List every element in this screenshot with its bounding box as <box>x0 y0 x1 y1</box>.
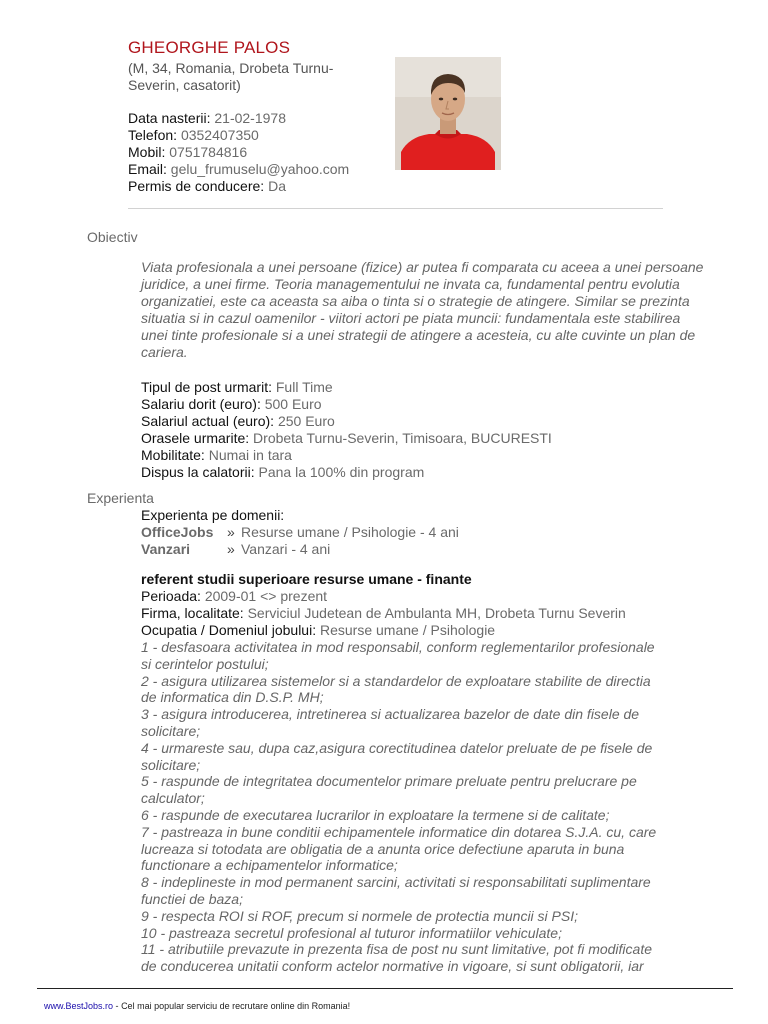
job-field-label: Ocupatia / Domeniul jobului: <box>141 622 317 638</box>
objective-text: Viata profesionala a unei persoane (fizice) ar putea fi comparata cu aceea a unei persoane juridice, a unei firme. Teoria managementului ne invata ca, fundamental pentru evolutia organizatiei, este ca aceasta sa aiba o tinta si o strategie de atingere. Similar se prezinta situatia si in cazul oamenilor - viitori actori pe piata muncii: fundamentala este stabilirea unei tinte profesionale si a unei strategii de atingere a acesteia, cu alte cuvinte un plan de cariera. <box>141 259 704 360</box>
footer-separator: - <box>115 1001 119 1011</box>
preference-value: Pana la 100% din program <box>258 464 425 480</box>
preference-value: Full Time <box>275 379 333 395</box>
detail-value: gelu_frumuselu@yahoo.com <box>170 161 350 177</box>
domain-arrow: » <box>227 541 235 557</box>
preference-row <box>141 447 552 464</box>
preference-value: 500 Euro <box>264 396 322 412</box>
job-field-label: Firma, localitate: <box>141 605 244 621</box>
duty-line: 5 - raspunde de integritatea documentelor primare preluate pentru prelucrare pe <box>141 773 637 790</box>
duty-line: de informatica din D.S.P. MH; <box>141 689 324 706</box>
detail-value: 21-02-1978 <box>214 110 286 126</box>
preference-label: Salariul actual (euro): <box>141 413 275 429</box>
job-field-company <box>141 605 721 622</box>
preference-label: Mobilitate: <box>141 447 205 463</box>
detail-label: Data nasterii: <box>128 110 211 126</box>
profile-photo <box>395 57 501 170</box>
job-field-period <box>141 588 721 605</box>
duty-line: 9 - respecta ROI si ROF, precum si normele de protectia muncii si PSI; <box>141 907 579 924</box>
duty-line: 3 - asigura introducerea, intretinerea si actualizarea bazelor de date din fisele de <box>141 706 640 723</box>
job-field-occupation <box>141 622 721 639</box>
preference-row <box>141 396 552 413</box>
footer-divider <box>37 988 733 989</box>
header-divider <box>128 208 663 209</box>
domain-arrow: » <box>227 524 235 540</box>
person-portrait-icon <box>395 57 501 170</box>
job-preferences <box>141 379 552 481</box>
detail-row-birthdate <box>128 110 349 127</box>
preference-label: Orasele urmarite: <box>141 430 250 446</box>
personal-details <box>128 110 349 195</box>
duty-line: functionare a echipamentelor informatice; <box>141 857 398 874</box>
section-title-objective: Obiectiv <box>87 229 138 245</box>
preference-value: 250 Euro <box>277 413 335 429</box>
job-entry <box>141 571 721 975</box>
preference-value: Numai in tara <box>208 447 292 463</box>
preference-label: Tipul de post urmarit: <box>141 379 272 395</box>
detail-row-license <box>128 178 349 195</box>
duty-line: 11 - atributiile prevazute in prezenta fisa de post nu sunt limitative, pot fi modificate <box>141 941 653 958</box>
job-field-value: Serviciul Judetean de Ambulanta MH, Drobeta Turnu Severin <box>247 605 626 621</box>
duty-line: 1 - desfasoara activitatea in mod responsabil, conform reglementarilor profesionale <box>141 639 655 655</box>
job-field-value: Resurse umane / Psihologie <box>320 622 496 638</box>
detail-value: 0751784816 <box>169 144 248 160</box>
duty-line: 2 - asigura utilizarea sistemelor si a standardelor de exploatare stabilite de directia <box>141 672 651 689</box>
duty-line: calculator; <box>141 790 205 807</box>
duty-line: 6 - raspunde de executarea lucrarilor in exploatare la termene si de calitate; <box>141 806 610 823</box>
detail-row-email <box>128 161 349 178</box>
duty-line: 4 - urmareste sau, dupa caz,asigura corectitudinea datelor preluate de pe fisele de <box>141 739 653 756</box>
preference-value: Drobeta Turnu-Severin, Timisoara, BUCURESTI <box>253 430 552 446</box>
footer-tagline: Cel mai popular serviciu de recrutare online din Romania! <box>121 1001 351 1011</box>
preference-row <box>141 464 552 481</box>
detail-value: Da <box>268 178 286 194</box>
job-duties <box>141 639 721 975</box>
duty-line: 10 - pastreaza secretul profesional al tuturor informatiilor vehiculate; <box>141 924 562 941</box>
job-field-value: 2009-01 <> prezent <box>204 588 328 604</box>
domain-name: OfficeJobs <box>141 524 214 540</box>
domain-row <box>141 541 331 558</box>
domain-value: Vanzari - 4 ani <box>241 541 331 557</box>
duty-line: solicitare; <box>141 756 201 773</box>
preference-row <box>141 413 552 430</box>
detail-label: Permis de conducere: <box>128 178 265 194</box>
detail-label: Email: <box>128 161 167 177</box>
preference-row <box>141 379 552 396</box>
duty-line: lucreaza si totodata are obligatia de a anunta orice defectiune aparuta in buna <box>141 840 625 857</box>
domain-value: Resurse umane / Psihologie - 4 ani <box>241 524 459 540</box>
experience-domains <box>141 507 459 558</box>
detail-row-phone <box>128 127 349 144</box>
candidate-summary: (M, 34, Romania, Drobeta Turnu-Severin, casatorit) <box>128 60 334 93</box>
detail-row-mobile <box>128 144 349 161</box>
page-footer <box>44 1001 350 1011</box>
duty-line: 8 - indeplineste in mod permanent sarcini, activitati si responsabilitati suplimentare <box>141 874 651 891</box>
bestjobs-link[interactable]: www.BestJobs.ro <box>44 1001 114 1011</box>
duty-line: 7 - pastreaza in bune conditii echipamentele informatice din dotarea S.J.A. cu, care <box>141 823 657 840</box>
duty-line: functiei de baza; <box>141 890 243 907</box>
duty-line: solicitare; <box>141 722 201 739</box>
duty-line: de conducerea unitatii conform actelor normative in vigoare, si sunt obligatorii, iar <box>141 958 644 975</box>
domains-heading: Experienta pe domenii: <box>141 507 285 523</box>
preference-label: Dispus la calatorii: <box>141 464 255 480</box>
detail-value: 0352407350 <box>180 127 259 143</box>
preference-label: Salariu dorit (euro): <box>141 396 261 412</box>
section-title-experience: Experienta <box>87 490 154 506</box>
domain-row <box>141 524 459 541</box>
candidate-name: GHEORGHE PALOS <box>128 38 291 57</box>
detail-label: Telefon: <box>128 127 178 143</box>
detail-label: Mobil: <box>128 144 166 160</box>
job-title: referent studii superioare resurse umane - finante <box>141 571 472 587</box>
duty-line: si cerintelor postului; <box>141 655 269 672</box>
domain-name: Vanzari <box>141 541 191 557</box>
job-field-label: Perioada: <box>141 588 201 604</box>
preference-row <box>141 430 552 447</box>
